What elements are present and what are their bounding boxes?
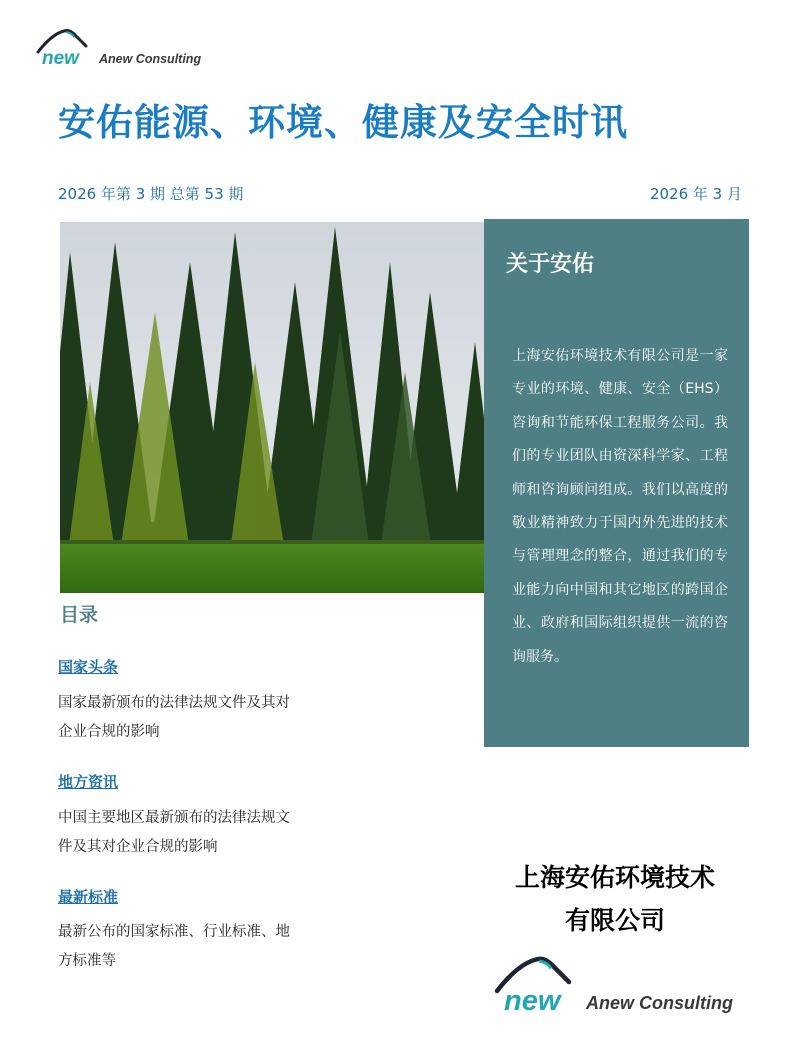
forest-lake-photo <box>60 222 484 593</box>
company-name <box>490 856 740 942</box>
header-logo <box>36 28 206 72</box>
logo-mark-text: new <box>504 985 561 1017</box>
toc-desc-national-headlines: 国家最新颁布的法律法规文件及其对企业合规的影响 <box>58 695 290 740</box>
newsletter-title: 安佑能源、环境、健康及安全时讯 <box>58 101 628 144</box>
company-name-line2: 有限公司 <box>564 906 665 935</box>
toc-heading: 目录 <box>60 604 99 626</box>
logo-mark-text: new <box>42 48 79 69</box>
company-name-line1: 上海安佑环境技术 <box>514 863 715 892</box>
logo-company-name: Anew Consulting <box>99 52 202 66</box>
toc-link-latest-standards[interactable]: 最新标准 <box>58 888 119 906</box>
toc-link-local-news[interactable]: 地方资讯 <box>58 773 119 791</box>
issue-date: 2026 年 3 月 <box>649 185 742 203</box>
footer-logo <box>494 955 744 1025</box>
issue-number: 2026 年第 3 期 总第 53 期 <box>58 185 244 203</box>
about-title: 关于安佑 <box>506 252 595 277</box>
toc-link-national-headlines[interactable]: 国家头条 <box>58 658 119 676</box>
about-panel <box>484 219 749 747</box>
about-body: 上海安佑环境技术有限公司是一家专业的环境、健康、安全（EHS）咨询和节能环保工程服务公司。我们的专业团队由资深科学家、工程师和咨询顾问组成。我们以高度的敬业精神致力于国内外先进的技术与管理理念的整合，通过我们的专业能力向中国和其它地区的跨国企业、政府和国际组织提供一流的咨询服务。 <box>512 348 728 665</box>
toc-desc-latest-standards: 最新公布的国家标准、行业标准、地方标准等 <box>58 924 290 969</box>
logo-company-name: Anew Consulting <box>586 993 733 1013</box>
toc-desc-local-news: 中国主要地区最新颁布的法律法规文件及其对企业合规的影响 <box>58 810 290 855</box>
